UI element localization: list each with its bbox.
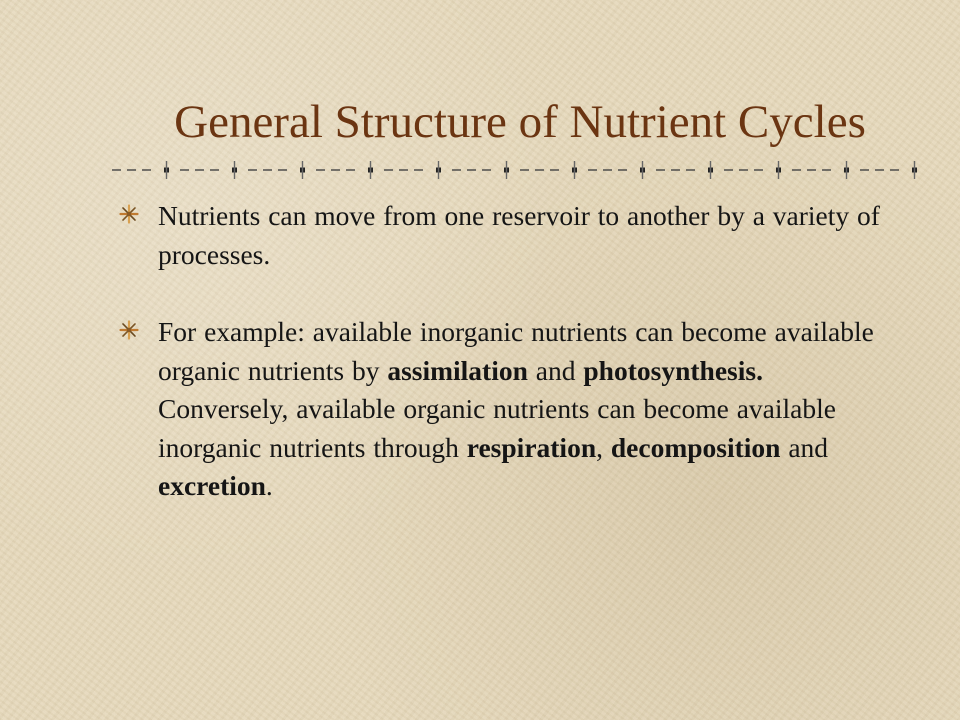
divider-tick bbox=[642, 161, 643, 179]
divider-tick bbox=[234, 161, 235, 179]
divider-dash bbox=[618, 169, 627, 170]
divider-tick bbox=[574, 161, 575, 179]
divider-dash bbox=[482, 169, 491, 170]
term-excretion: excretion bbox=[158, 470, 266, 501]
divider-dash bbox=[520, 169, 529, 170]
divider-tick bbox=[302, 161, 303, 179]
asterisk-flower-icon bbox=[119, 320, 139, 340]
bullet2-seg-6: , bbox=[596, 431, 611, 463]
divider-dash bbox=[550, 169, 559, 170]
divider-dash bbox=[399, 169, 408, 170]
divider-dash bbox=[346, 169, 355, 170]
divider-dash bbox=[112, 169, 121, 170]
divider-dash bbox=[535, 169, 544, 170]
divider-tick bbox=[166, 161, 167, 179]
divider-dash bbox=[686, 169, 695, 170]
divider-dash bbox=[603, 169, 612, 170]
bullet2-seg-4: Conversely, available organic nutrients can become available inorganic nutrients through bbox=[158, 393, 836, 463]
divider-dash bbox=[739, 169, 748, 170]
divider-dash bbox=[384, 169, 393, 170]
divider-dash bbox=[860, 169, 869, 170]
divider-dash bbox=[180, 169, 189, 170]
term-photosynthesis: photosynthesis. bbox=[583, 354, 763, 386]
divider-dash bbox=[588, 169, 597, 170]
divider-dash bbox=[724, 169, 733, 170]
divider-tick bbox=[914, 161, 915, 179]
divider-dash bbox=[875, 169, 884, 170]
divider-dash bbox=[890, 169, 899, 170]
divider-dash bbox=[792, 169, 801, 170]
divider-tick bbox=[710, 161, 711, 179]
bullet-text-1: Nutrients can move from one reservoir to another by a variety of processes. bbox=[158, 200, 880, 270]
bullet2-seg-2: and bbox=[527, 354, 584, 386]
divider-dash bbox=[671, 169, 680, 170]
bullet2-seg-8: and bbox=[780, 431, 829, 463]
term-assimilation: assimilation bbox=[387, 354, 528, 386]
divider-dash bbox=[754, 169, 763, 170]
divider-tick bbox=[506, 161, 507, 179]
bullet2-seg-0: For example: available inorganic nutrients can become available organic nutrients by bbox=[158, 316, 874, 386]
divider-dash bbox=[452, 169, 461, 170]
divider-tick bbox=[438, 161, 439, 179]
divider-dash bbox=[807, 169, 816, 170]
divider-tick bbox=[846, 161, 847, 179]
term-decomposition: decomposition bbox=[610, 431, 781, 463]
divider-dash bbox=[263, 169, 272, 170]
divider-dash bbox=[316, 169, 325, 170]
divider-dash bbox=[127, 169, 136, 170]
term-respiration: respiration bbox=[466, 431, 597, 463]
divider-dash bbox=[142, 169, 151, 170]
bullet-list bbox=[0, 197, 960, 506]
divider-dash bbox=[414, 169, 423, 170]
divider-dash bbox=[278, 169, 287, 170]
divider-dash bbox=[195, 169, 204, 170]
bullet-item-2 bbox=[0, 313, 960, 506]
divider-dash bbox=[210, 169, 219, 170]
divider-tick bbox=[778, 161, 779, 179]
bullet2-seg-10: . bbox=[265, 470, 273, 501]
divider-tick bbox=[370, 161, 371, 179]
divider-dash bbox=[467, 169, 476, 170]
slide-title: General Structure of Nutrient Cycles bbox=[174, 96, 866, 148]
divider-dash bbox=[656, 169, 665, 170]
divider-dash bbox=[331, 169, 340, 170]
bullet-text-2 bbox=[158, 316, 874, 501]
title-divider bbox=[112, 160, 932, 180]
bullet-item-1 bbox=[0, 197, 960, 274]
divider-dash bbox=[822, 169, 831, 170]
divider-dash bbox=[248, 169, 257, 170]
asterisk-flower-icon bbox=[119, 204, 139, 224]
